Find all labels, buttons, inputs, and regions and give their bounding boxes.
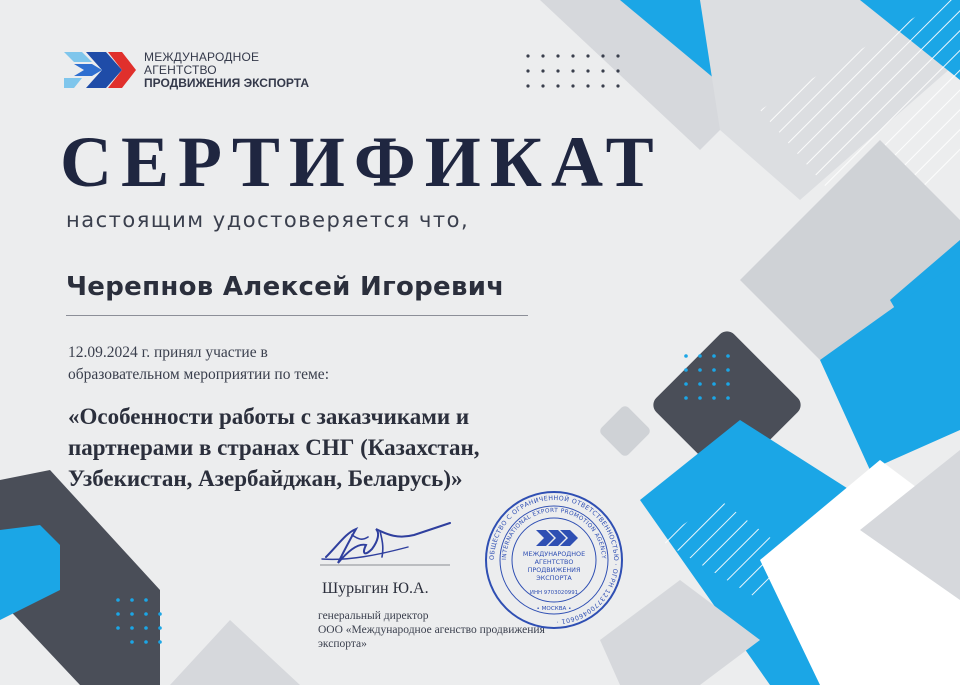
company-stamp — [484, 490, 624, 630]
handwritten-signature — [318, 515, 453, 570]
event-topic — [68, 401, 588, 494]
stamp-center-line-1: МЕЖДУНАРОДНОЕ — [522, 550, 586, 558]
certificate-title: СЕРТИФИКАТ — [60, 122, 663, 202]
topic-line-2: партнерами в странах СНГ (Казахстан, — [68, 435, 480, 460]
stamp-inn: ИНН 9703020991 — [529, 590, 579, 596]
participation-line-1: 12.09.2024 г. принял участие в — [68, 344, 268, 361]
logo-line-2: АГЕНТСТВО — [144, 62, 217, 77]
logo-line-1: МЕЖДУНАРОДНОЕ — [144, 49, 260, 64]
participation-text — [68, 342, 428, 386]
recipient-underline — [66, 315, 528, 316]
certificate-subtitle: настоящим удостоверяется что, — [66, 208, 470, 232]
signatory-role-line-2: ООО «Международное агенство продвижения — [318, 624, 545, 636]
agency-logo — [64, 50, 309, 90]
topic-line-1: «Особенности работы с заказчиками и — [68, 404, 470, 429]
stamp-center-line-3: ПРОДВИЖЕНИЯ — [527, 566, 581, 574]
participation-line-2: образовательном мероприятии по теме: — [68, 366, 329, 383]
stamp-outer-text: ОБЩЕСТВО С ОГРАНИЧЕННОЙ ОТВЕТСТВЕННОСТЬЮ · ОГРН 1237700460601 · — [488, 494, 620, 625]
stamp-logo-icon — [536, 530, 578, 546]
bg-diamond-small — [598, 404, 652, 458]
stamp-inner-text: INTERNATIONAL EXPORT PROMOTION AGENCY — [501, 507, 607, 561]
signatory-name: Шурыгин Ю.А. — [322, 580, 429, 597]
signatory-role-line-3: экспорта» — [318, 638, 367, 650]
agency-logo-icon — [64, 50, 136, 90]
stamp-city: • МОСКВА • — [536, 606, 572, 612]
stamp-center-line-2: АГЕНТСТВО — [534, 558, 574, 566]
recipient-name: Черепнов Алексей Игоревич — [66, 272, 505, 302]
logo-line-3: ПРОДВИЖЕНИЯ ЭКСПОРТА — [144, 75, 309, 90]
topic-line-3: Узбекистан, Азербайджан, Беларусь)» — [68, 466, 463, 491]
stamp-center-line-4: ЭКСПОРТА — [536, 574, 572, 582]
signatory-role-line-1: генеральный директор — [318, 610, 429, 622]
